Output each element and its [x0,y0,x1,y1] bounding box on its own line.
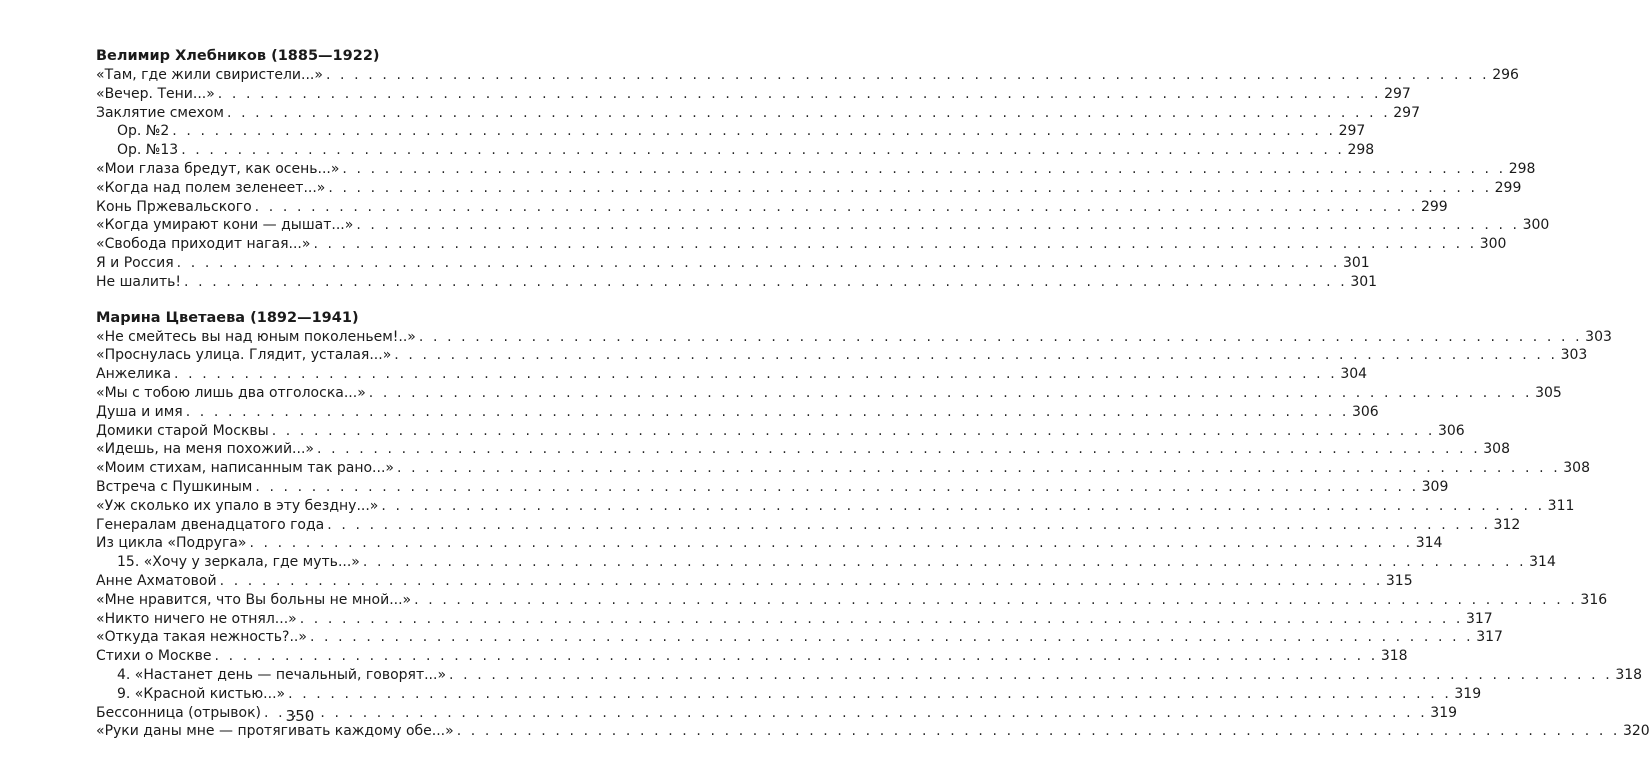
dot-leader [272,422,1435,441]
dot-leader [369,384,1532,403]
dot-leader [313,235,1476,254]
toc-entry [96,66,1519,85]
toc-entry [96,591,1608,610]
dot-leader [184,273,1347,292]
entry-page-number: 314 [1529,554,1556,571]
entry-title: «Уж сколько их упало в эту бездну...» [96,497,379,514]
entry-page-number: 316 [1580,591,1608,608]
entry-title: Анне Ахматовой [96,572,217,589]
toc-entry [96,365,1368,384]
entry-title: «Идешь, на меня похожий...» [96,441,314,458]
dot-leader [288,685,1451,704]
toc-entry [96,328,1612,347]
toc-entry [96,685,1482,704]
dot-leader [356,216,1519,235]
dot-leader [249,534,1412,553]
section-heading: Велимир Хлебников (1885—1922) [96,48,380,64]
entry-page-number: 308 [1483,441,1510,458]
dot-leader [317,440,1480,459]
toc-entry [96,104,1420,123]
toc-entry [96,254,1370,273]
entry-page-number: 320 [1622,723,1650,740]
dot-leader [220,572,1383,591]
entry-title: 9. «Красной кистью...» [117,685,286,702]
dot-leader [255,198,1418,217]
dot-leader [186,403,1349,422]
entry-title: «Там, где жили свиристели...» [96,67,323,83]
entry-title: Домики старой Москвы [96,422,269,439]
entry-title: Стихи о Москве [96,648,212,665]
toc-entry [96,497,1575,516]
toc-entry [96,516,1521,535]
entry-page-number: 303 [1585,328,1612,345]
dot-leader [328,179,1491,198]
toc-entry [96,459,1590,478]
toc-entry [96,179,1522,198]
dot-leader [215,647,1378,666]
entry-page-number: 309 [1421,478,1449,495]
entry-page-number: 298 [1347,142,1375,159]
toc-entry [96,722,1650,741]
dot-leader [174,365,1337,384]
entry-title: «Когда умирают кони — дышат...» [96,217,354,234]
entry-page-number: 304 [1340,366,1368,383]
entry-page-number: 311 [1547,497,1575,514]
entry-title: «Мои глаза бредут, как осень...» [96,160,340,177]
entry-page-number: 300 [1479,236,1507,253]
toc-entry [96,235,1507,254]
entry-title: Я и Россия [96,254,174,271]
entry-title: «Никто ничего не отнял...» [96,610,297,627]
toc-entry [96,216,1550,235]
entry-title: «Моим стихам, написанным так рано...» [96,460,394,477]
dot-leader [181,141,1344,160]
dot-leader [172,122,1335,141]
entry-page-number: 317 [1465,610,1493,627]
dot-leader [419,328,1582,347]
dot-leader [449,666,1612,685]
entry-page-number: 297 [1384,85,1411,102]
toc-entry [96,628,1503,647]
dot-leader [310,628,1473,647]
dot-leader [397,459,1560,478]
entry-title: Душа и имя [96,403,183,420]
entry-page-number: 303 [1560,347,1588,364]
dot-leader [177,254,1340,273]
entry-page-number: 318 [1380,648,1408,665]
entry-page-number: 301 [1350,273,1378,290]
entry-title: Не шалить! [96,273,182,290]
toc-entry [96,440,1510,459]
dot-leader [326,66,1489,85]
entry-title: Ор. №2 [117,123,170,140]
dot-leader [255,478,1418,497]
toc-entry [96,553,1556,572]
entry-page-number: 296 [1492,67,1519,83]
table-of-contents [96,47,1650,758]
entry-page-number: 301 [1342,254,1370,271]
entry-page-number: 317 [1476,629,1503,646]
entry-title: Встреча с Пушкиным [96,478,253,495]
entry-title: Ор. №13 [117,142,179,159]
dot-leader [457,722,1620,741]
entry-page-number: 299 [1494,179,1522,196]
toc-entry [96,403,1379,422]
entry-title: 15. «Хочу у зеркала, где муть...» [117,554,360,571]
entry-title: «Вечер. Тени...» [96,85,215,102]
section-tsvetaeva [96,309,1650,742]
entry-page-number: 299 [1420,198,1448,215]
toc-entry [96,122,1366,141]
toc-entry [96,198,1448,217]
toc-entry [96,346,1588,365]
section-khlebnikov [96,47,1550,292]
dot-leader [300,610,1463,629]
dot-leader [342,160,1505,179]
entry-page-number: 300 [1522,217,1550,234]
entry-title: 4. «Настанет день — печальный, говорят...» [117,666,447,683]
dot-leader [414,591,1577,610]
entry-title: «Откуда такая нежность?..» [96,629,307,646]
entry-title: «Не смейтесь вы над юным поколеньем!..» [96,328,416,345]
entry-list [96,66,1550,292]
toc-entry [96,160,1536,179]
entry-title: «Когда над полем зеленеет...» [96,179,326,196]
dot-leader [381,497,1544,516]
entry-page-number: 297 [1393,104,1420,121]
entry-title: Бессонница (отрывок) [96,704,261,721]
section-heading: Марина Цветаева (1892—1941) [96,309,359,326]
entry-list [96,328,1650,742]
toc-entry [96,85,1411,104]
entry-page-number: 297 [1338,123,1366,140]
entry-title: Анжелика [96,366,172,383]
toc-entry [96,478,1449,497]
dot-leader [363,553,1526,572]
toc-entry [96,572,1413,591]
entry-page-number: 306 [1437,422,1465,439]
page-number: 350 [285,707,315,725]
entry-title: «Руки даны мне — протягивать каждому обе...» [96,723,454,740]
entry-title: «Проснулась улица. Глядит, усталая...» [96,347,392,364]
toc-entry [96,647,1408,666]
toc-entry [96,141,1375,160]
entry-title: Конь Пржевальского [96,198,252,215]
toc-entry [96,534,1443,553]
entry-title: Заклятие смехом [96,104,224,121]
entry-page-number: 308 [1563,460,1590,477]
entry-page-number: 305 [1535,384,1562,401]
entry-page-number: 312 [1493,516,1521,533]
entry-title: Генералам двенадцатого года [96,516,325,533]
dot-leader [218,85,1381,104]
entry-title: «Свобода приходит нагая...» [96,236,311,253]
entry-page-number: 315 [1385,572,1413,589]
toc-entry [96,666,1643,685]
toc-entry [96,273,1378,292]
toc-entry [96,422,1465,441]
dot-leader [227,104,1390,123]
toc-entry [96,610,1493,629]
entry-title: Из цикла «Подруга» [96,535,247,552]
dot-leader [394,346,1557,365]
dot-leader [327,516,1490,535]
entry-page-number: 319 [1430,704,1458,721]
entry-page-number: 298 [1508,160,1536,177]
entry-page-number: 318 [1615,666,1643,683]
entry-title: «Мне нравится, что Вы больны не мной...» [96,591,412,608]
entry-title: «Мы с тобою лишь два отголоска...» [96,384,366,401]
entry-page-number: 314 [1415,535,1443,552]
entry-page-number: 306 [1351,403,1379,420]
entry-page-number: 319 [1454,685,1482,702]
toc-entry [96,384,1562,403]
